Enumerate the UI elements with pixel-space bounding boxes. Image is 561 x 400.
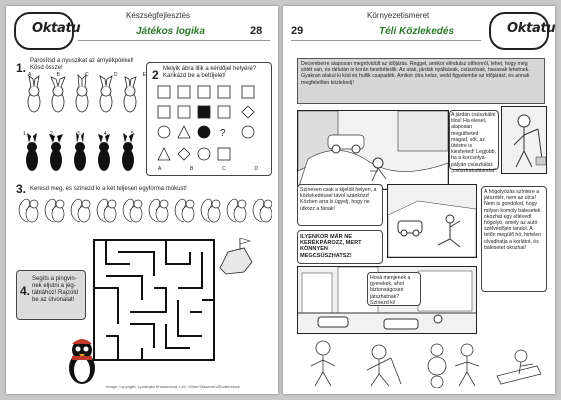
shadow-number-4: 4. — [103, 131, 109, 137]
bunnies-drawing — [24, 72, 142, 120]
bubble-sledding-text: Színesen csak a kijelölt helyen, a közlekedéssel távol szánkózz! Közben arra is ügyelj, hogy ne ütközz a fának! — [300, 187, 377, 212]
shape-option-d[interactable]: D — [254, 166, 258, 172]
bubble-play-area-text: Hová menjenek a gyerekek, ahol biztonságosan játszhatnak? Színezd ki! — [370, 275, 411, 306]
left-credit: Image Copyright: Lyudmyla Kharlamova, Leh, Volha Stasevich/Shutterstock — [106, 384, 240, 389]
bubble-snowball-text: A hógolyózás színtere a játszótér, nem az utca! Nem is gondolod, hogy milyen komoly balesetek okozhat egy eltévedt hógolyó, amely az autó szélvédőjén landol. A tetőn megülő hó, hirtelen olvadhatja a korlátot, és balesetet okozhat! — [484, 189, 542, 251]
shape-option-c[interactable]: C — [222, 166, 226, 172]
bubble-sliding-text: A járdán csúszkálni tilos! Ha elesel, alaposan megütheted magad, sőt, az ütéstre is kiesheted! Legjobb, ha a korcsolya-pályán csúszkálsz „csúszkatudásodat”. — [451, 112, 498, 174]
shape-options — [158, 166, 258, 172]
squirrels-row — [14, 196, 272, 224]
task1-number: 1. — [16, 61, 27, 75]
task4-text: Segíts a pingvin- nek eljutni a jég- táblához! Rajzold be az útvonalat! — [32, 276, 79, 303]
bunny-letter-d: D — [113, 72, 118, 78]
ice-floe-icon — [216, 238, 256, 278]
right-page-number: 29 — [291, 25, 304, 37]
bunny-letters — [28, 72, 146, 78]
shadow-numbers — [23, 131, 135, 137]
task2-text: Melyik ábra illik a kérdőjel helyére? Karikázd be a betűjelét! — [163, 66, 257, 79]
shadow-number-1: 1. — [23, 131, 28, 137]
bubble-bicycle-text: ILYENKOR MÁR NE KERÉKPÁROZZ, MERT KÖNNYEN MEGCSÚSZHATSZ! — [300, 234, 362, 259]
task3-number: 3. — [16, 182, 27, 196]
task1-text: Párosítsd a nyuszikat az árnyékpókkel! Kösd össze! — [30, 58, 134, 71]
right-header-rule — [291, 40, 481, 41]
shadow-number-3: 3. — [76, 131, 82, 137]
car-snow-illustration — [387, 184, 477, 258]
shovel-illustration — [501, 106, 547, 174]
shadow-number-5: 5. — [130, 131, 135, 137]
bunny-letter-a: A — [28, 72, 32, 78]
bunny-letter-b: B — [56, 72, 60, 78]
left-category: Készségfejlesztés — [126, 11, 191, 20]
left-header-rule — [78, 40, 270, 41]
bunny-shadows — [20, 132, 138, 172]
logo-text-left: Oktatu — [32, 21, 81, 36]
shape-grid — [156, 84, 262, 170]
street-illustration — [297, 110, 449, 190]
right-category: Környezetismeret — [367, 11, 430, 20]
kids-playing-illustration[interactable] — [297, 336, 545, 388]
maze[interactable] — [90, 236, 218, 364]
svg-text:?: ? — [220, 128, 226, 139]
bunny-letter-e: E — [142, 72, 146, 78]
penguin-icon — [62, 336, 102, 386]
task3-text: Keresd meg, és színezd ki a két teljesen egyforma mókust! — [30, 186, 187, 192]
left-title: Játékos logika — [136, 26, 205, 37]
logo-badge-right — [489, 12, 555, 50]
logo-badge-left — [14, 12, 81, 50]
left-page-number: 28 — [250, 25, 263, 37]
shape-option-b[interactable]: B — [190, 166, 194, 172]
task2-number: 2 — [152, 68, 159, 82]
shape-option-a[interactable]: A — [158, 166, 162, 172]
bunny-letter-c: C — [85, 72, 89, 78]
right-title: Téli Közlekedés — [379, 26, 455, 37]
shadow-number-2: 2. — [49, 131, 55, 137]
task4-number: 4. — [20, 284, 31, 298]
right-page — [283, 6, 555, 394]
logo-text-right: Oktatu — [507, 21, 555, 36]
intro-text: Decemberre alaposan megrövidült az időjárás. Reggel, amikor elindulsz otthonról, lehet, hogy még sötét van, és délután is korán besötétedik. Az utak, járdák nyálkásak, csúszósak, havasak lehetnek. Gyakran alakul ki köd és hullik csapadék. Amikor útra kelsz, vedd figyelembe az időjárást, és annak megfelelően közlekedj! — [301, 61, 530, 86]
left-page — [6, 6, 278, 394]
